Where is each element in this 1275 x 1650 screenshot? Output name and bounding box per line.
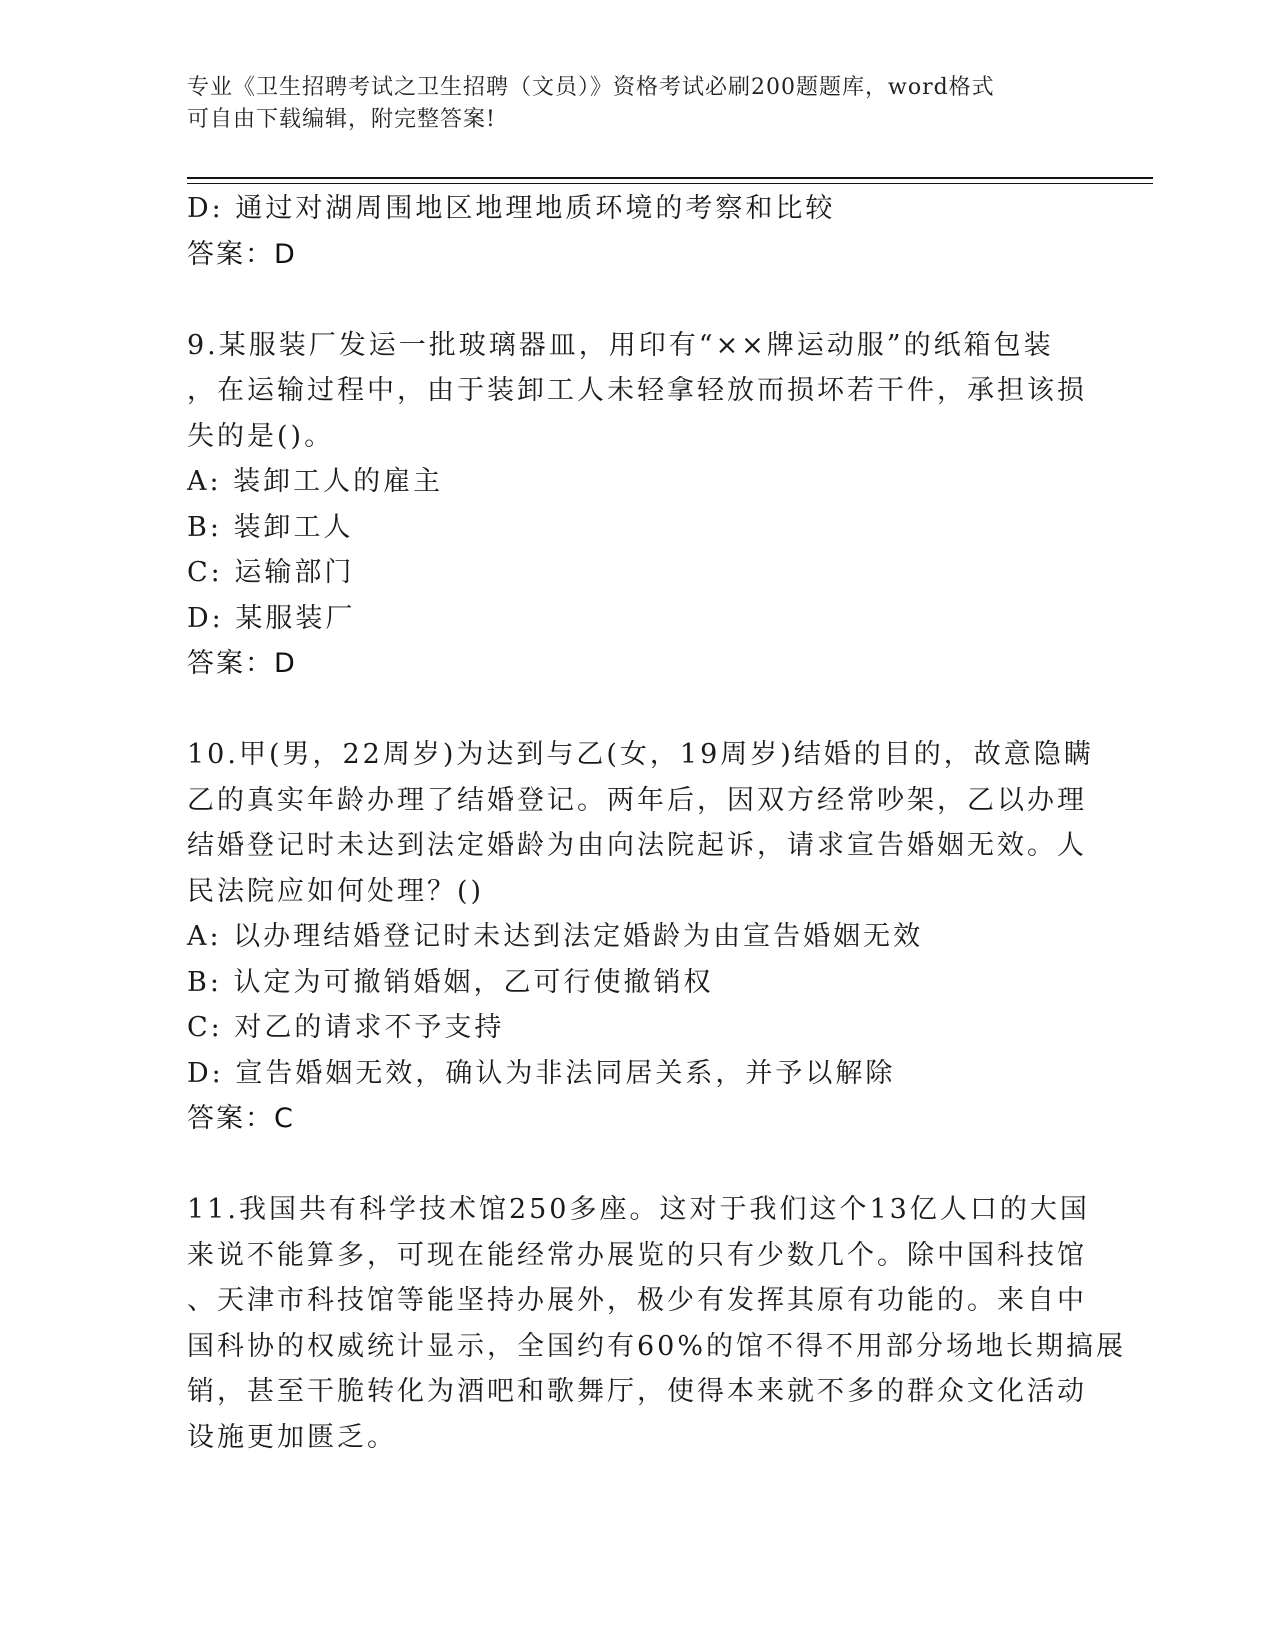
question-text-line: 国科协的权威统计显示，全国约有60%的馆不得不用部分场地长期搞展 xyxy=(187,1330,1127,1362)
option-d: D: 某服装厂 xyxy=(187,602,356,634)
answer-line: 答案：D xyxy=(187,238,297,270)
option-d: D: 宣告婚姻无效，确认为非法同居关系，并予以解除 xyxy=(187,1057,896,1089)
question-10 xyxy=(187,732,1094,1142)
option-c: C: 对乙的请求不予支持 xyxy=(187,1012,505,1043)
header-title-line-1: 专业《卫生招聘考试之卫生招聘（文员）》资格考试必刷200题题库，word格式 xyxy=(187,75,995,100)
question-text-line: 9.某服装厂发运一批玻璃器皿，用印有“××牌运动服”的纸箱包装 xyxy=(187,329,1054,361)
header-title-line-2: 可自由下载编辑，附完整答案! xyxy=(187,107,496,132)
answer-line: 答案：D xyxy=(187,648,297,679)
question-text-line: 乙的真实年龄办理了结婚登记。两年后，因双方经常吵架，乙以办理 xyxy=(187,784,1087,816)
question-text-line: 10.甲(男，22周岁)为达到与乙(女，19周岁)结婚的目的，故意隐瞒 xyxy=(187,739,1094,770)
spacer xyxy=(187,687,1087,733)
header-divider-thick xyxy=(187,177,1153,179)
previous-question-tail xyxy=(187,186,1087,277)
option-a: A: 以办理结婚登记时未达到法定婚龄为由宣告婚姻无效 xyxy=(187,921,924,952)
header-divider-thin xyxy=(187,183,1153,184)
question-text-line: 11.我国共有科学技术馆250多座。这对于我们这个13亿人口的大国 xyxy=(187,1194,1090,1225)
option-c: C: 运输部门 xyxy=(187,557,355,588)
question-9 xyxy=(187,323,1087,687)
option-b: B: 认定为可撤销婚姻，乙可行使撤销权 xyxy=(187,966,714,998)
option-a: A: 装卸工人的雇主 xyxy=(187,466,444,497)
question-text-line: ，在运输过程中，由于装卸工人未轻拿轻放而损坏若干件，承担该损 xyxy=(187,375,1087,406)
question-11 xyxy=(187,1187,1127,1460)
option-b: B: 装卸工人 xyxy=(187,511,354,543)
document-body xyxy=(187,186,1127,1460)
question-text-line: 失的是()。 xyxy=(187,420,335,452)
spacer xyxy=(187,1142,1087,1188)
question-text-line: 来说不能算多，可现在能经常办展览的只有少数几个。除中国科技馆 xyxy=(187,1239,1087,1271)
question-text-line: 销，甚至干脆转化为酒吧和歌舞厅，使得本来就不多的群众文化活动 xyxy=(187,1376,1087,1407)
option-d: D: 通过对湖周围地区地理地质环境的考察和比较 xyxy=(187,193,836,224)
question-text-line: 民法院应如何处理？() xyxy=(187,875,485,907)
question-text-line: 、天津市科技馆等能坚持办展外，极少有发挥其原有功能的。来自中 xyxy=(187,1285,1087,1316)
document-header xyxy=(187,72,1067,136)
answer-line: 答案：C xyxy=(187,1103,295,1134)
question-text-line: 设施更加匮乏。 xyxy=(187,1421,397,1453)
question-text-line: 结婚登记时未达到法定婚龄为由向法院起诉，请求宣告婚姻无效。人 xyxy=(187,830,1087,861)
spacer xyxy=(187,277,1087,323)
